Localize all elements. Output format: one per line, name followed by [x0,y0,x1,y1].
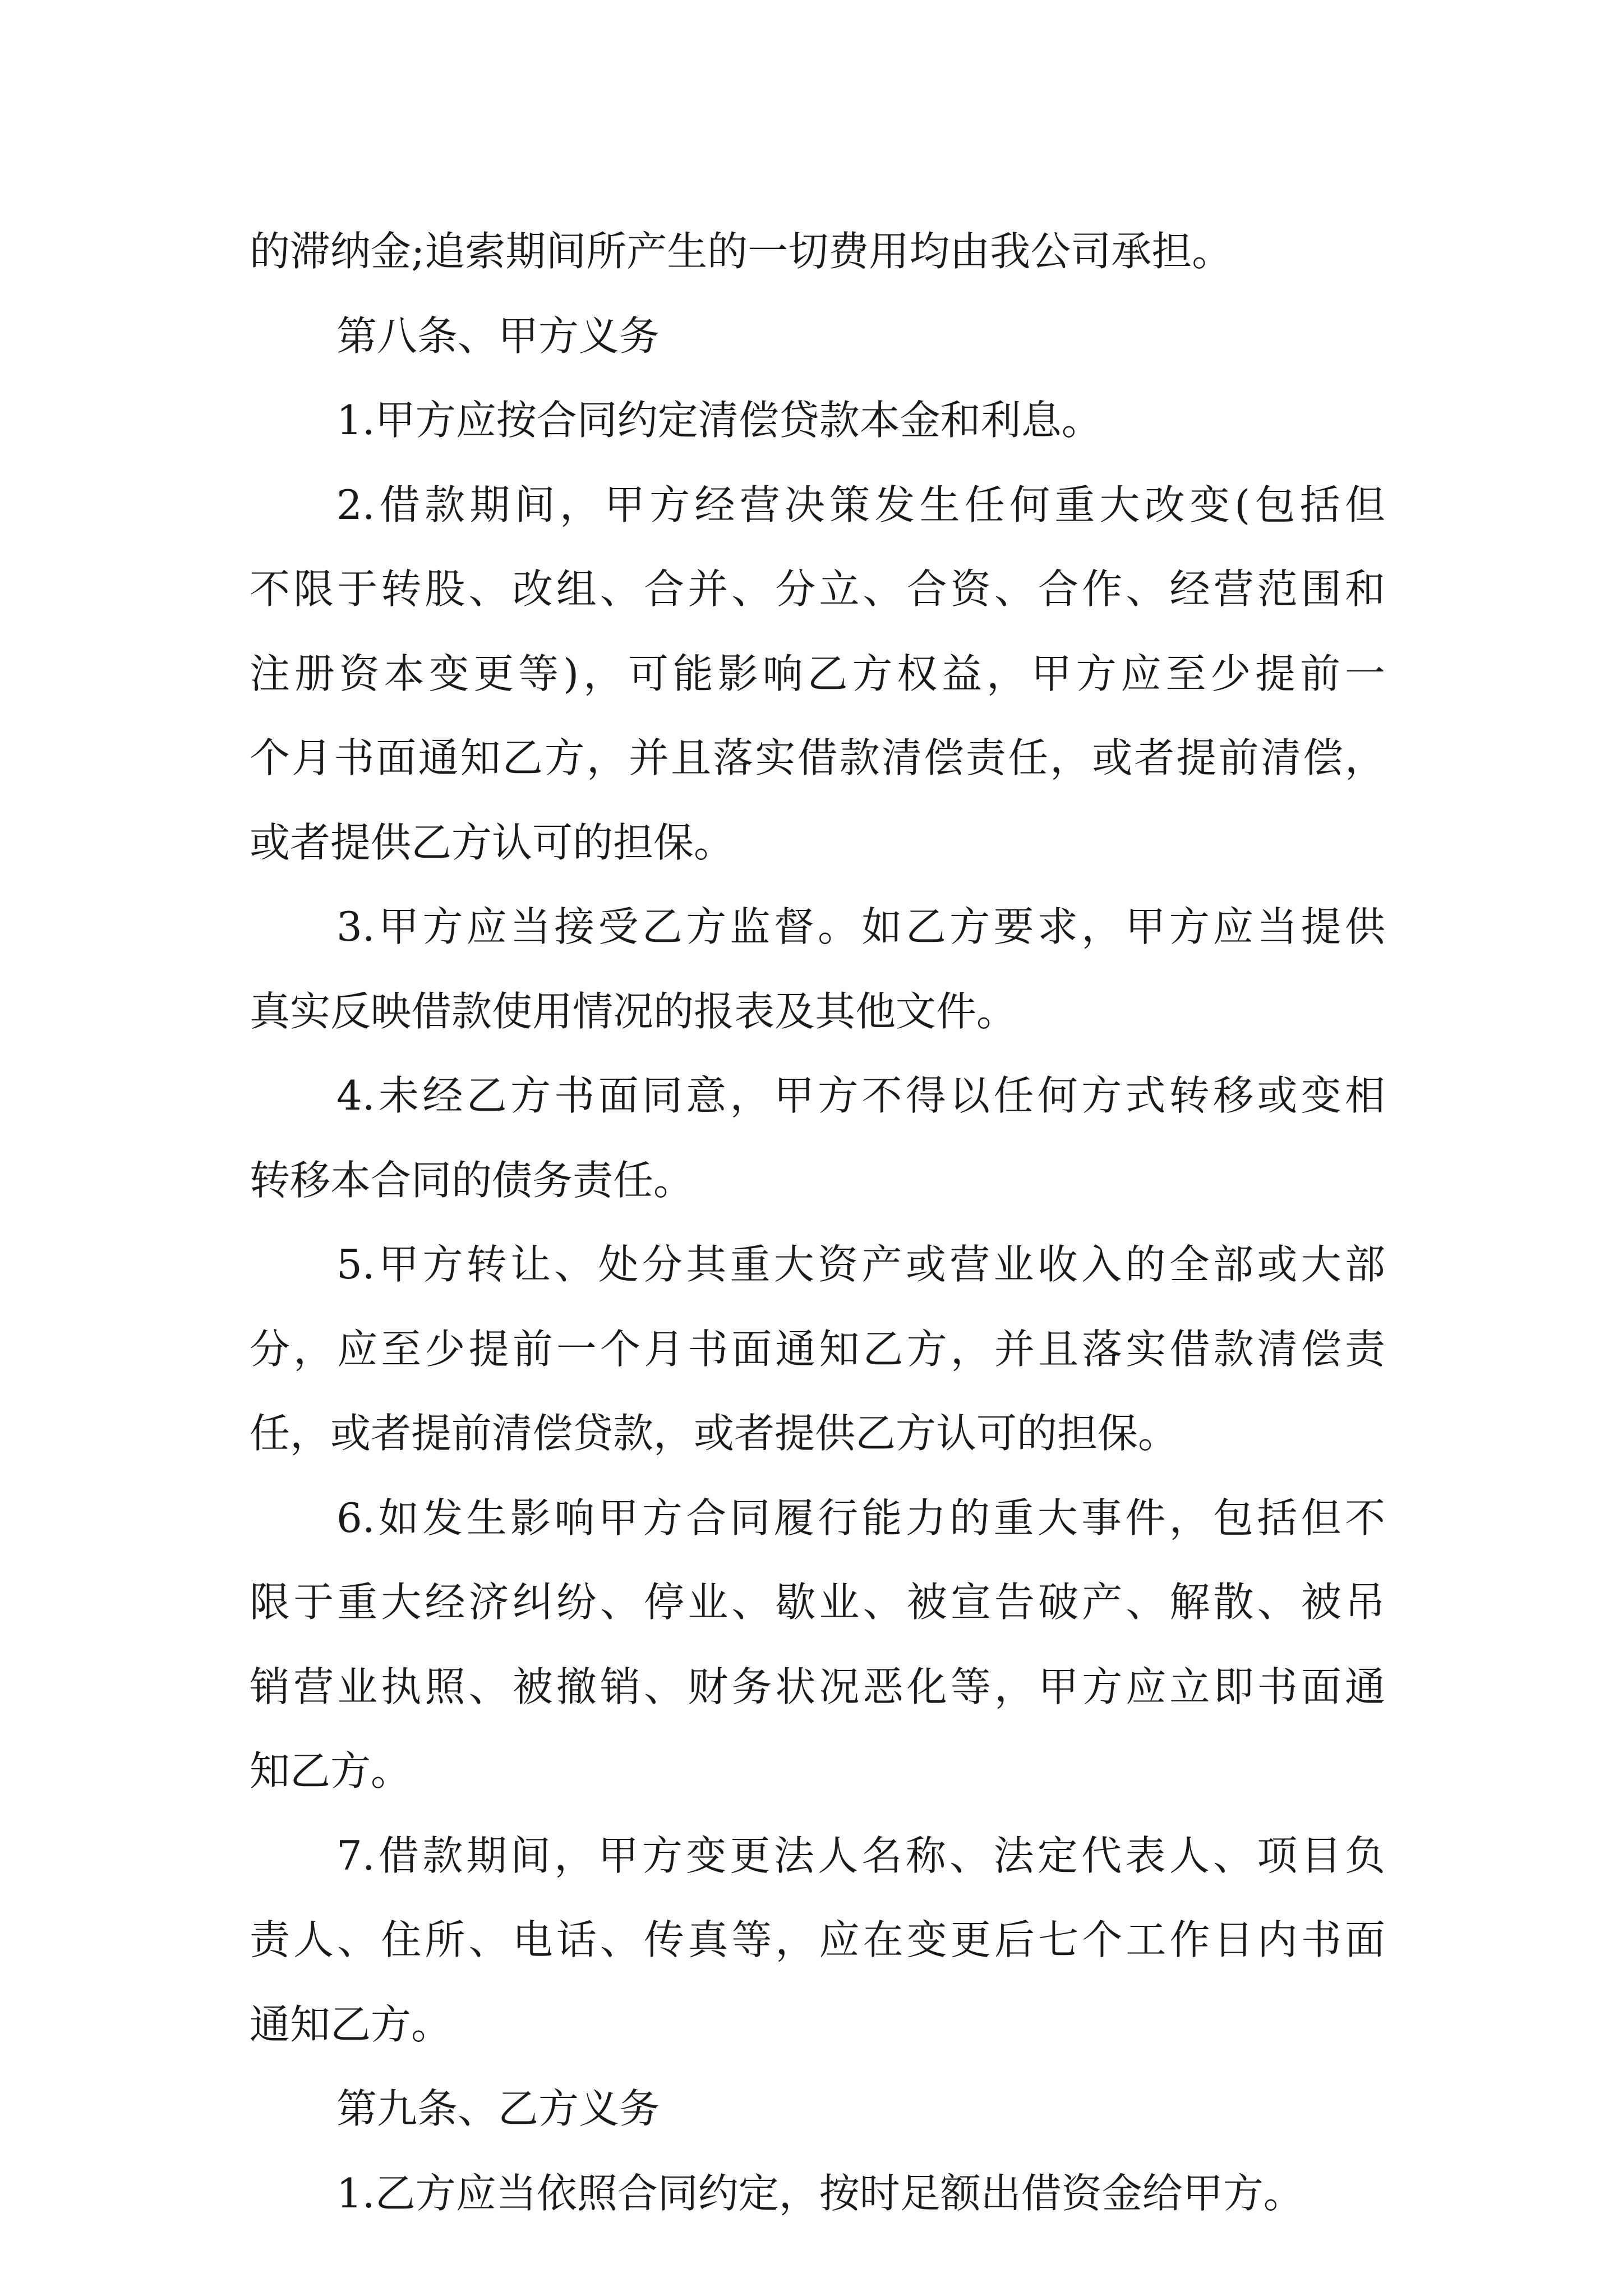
text-line: 4.未经乙方书面同意，甲方不得以任何方式转移或变相 [336,1072,1385,1119]
text-line: 3.甲方应当接受乙方监督。如乙方要求，甲方应当提供 [336,903,1385,950]
text-line: 真实反映借款使用情况的报表及其他文件。 [250,987,1017,1035]
text-line: 知乙方。 [250,1747,412,1795]
text-line: 2.借款期间，甲方经营决策发生任何重大改变(包括但 [336,481,1385,528]
text-line: 第八条、甲方义务 [336,312,660,360]
text-line: 不限于转股、改组、合并、分立、合资、合作、经营范围和 [250,565,1385,613]
text-line: 个月书面通知乙方，并且落实借款清偿责任，或者提前清偿， [250,734,1385,781]
text-line: 转移本合同的债务责任。 [250,1156,694,1204]
text-line: 5.甲方转让、处分其重大资产或营业收入的全部或大部 [336,1241,1385,1288]
text-line: 的滞纳金;追索期间所产生的一切费用均由我公司承担。 [250,228,1233,275]
text-line: 6.如发生影响甲方合同履行能力的重大事件，包括但不 [336,1494,1385,1542]
text-line: 7.借款期间，甲方变更法人名称、法定代表人、项目负 [336,1832,1385,1879]
text-line: 1.甲方应按合同约定清偿贷款本金和利息。 [336,397,1102,444]
text-line: 注册资本变更等)，可能影响乙方权益，甲方应至少提前一 [250,650,1385,697]
text-line: 销营业执照、被撤销、财务状况恶化等，甲方应立即书面通 [250,1663,1385,1710]
text-line: 任，或者提前清偿贷款，或者提供乙方认可的担保。 [250,1410,1179,1457]
text-line: 1.乙方应当依照合同约定，按时足额出借资金给甲方。 [336,2169,1304,2217]
text-line: 分，应至少提前一个月书面通知乙方，并且落实借款清偿责 [250,1325,1385,1373]
text-line: 或者提供乙方认可的担保。 [250,818,735,866]
text-line: 责人、住所、电话、传真等，应在变更后七个工作日内书面 [250,1916,1385,1963]
text-line: 第九条、乙方义务 [336,2085,660,2132]
contract-text [250,209,1385,2235]
text-line: 限于重大经济纠纷、停业、歇业、被宣告破产、解散、被吊 [250,1579,1385,1626]
text-line: 通知乙方。 [250,2000,452,2048]
